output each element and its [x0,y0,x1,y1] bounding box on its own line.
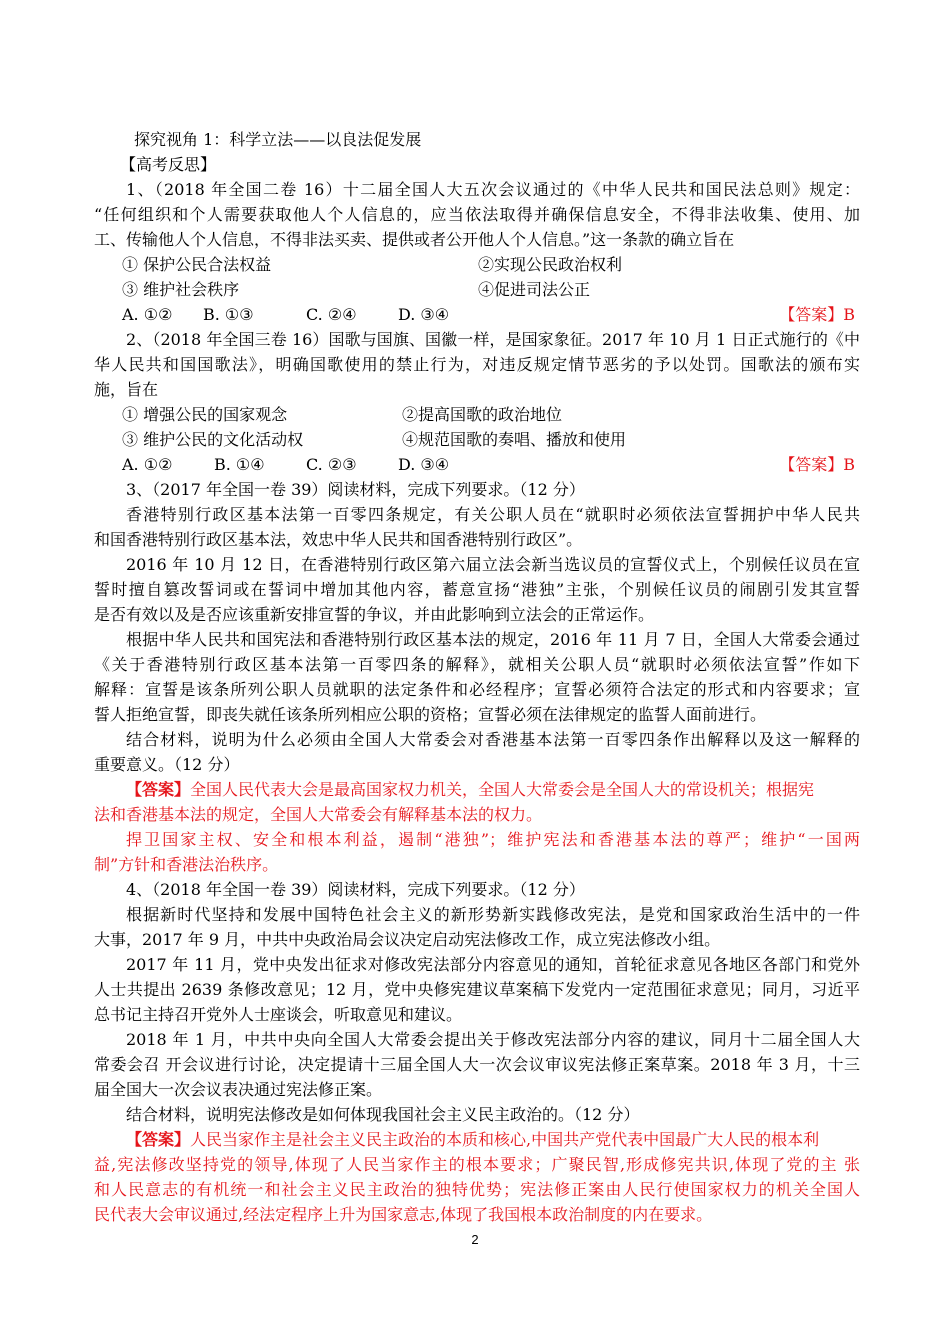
q3-para1-line2: 和国香港特别行政区基本法，效忠中华人民共和国香港特别行政区”。 [94,530,583,549]
q4-para3-line2: 常委会召 开会议进行讨论，决定提请十三届全国人大一次会议审议宪法修正案草案。2018 年 3 月，十三 [94,1055,860,1074]
q4-header: 4、（2018 年全国一卷 39）阅读材料，完成下列要求。（12 分） [126,880,585,899]
q2-option-1: ① 增强公民的国家观念 [122,405,288,424]
q4-para1-line1: 根据新时代坚持和发展中国特色社会主义的新形势新实践修改宪法，是党和国家政治生活中的一件 [126,905,860,924]
q2-line-2: 华人民共和国国歌法》，明确国歌使用的禁止行为，对违反规定情节恶劣的予以处罚。国歌法的颁布实 [94,355,860,374]
q3-answer-line1 [126,780,860,800]
q1-line-1: 1、（2018 年全国二卷 16）十二届全国人大五次会议通过的《中华人民共和国民法总则》规定： [126,180,860,199]
q2-option-4: ④规范国歌的奏唱、播放和使用 [402,430,627,449]
q3-para1-line1: 香港特别行政区基本法第一百零四条规定，有关公职人员在“就职时必须依法宣誓拥护中华人民共 [126,505,860,524]
q4-para1-line2: 大事，2017 年 9 月，中共中央政治局会议决定启动宪法修改工作，成立宪法修改小组。 [94,930,721,949]
section-title: 探究视角 1：科学立法——以良法促发展 [134,130,422,149]
q4-answer-label: 【答案】 [126,1130,191,1149]
q2-choice-d: D. ③④ [398,455,450,474]
q4-answer-line2: 益,宪法修改坚持党的领导,体现了人民当家作主的根本要求；广聚民智,形成修宪共识,体现了党的主 张 [94,1155,860,1174]
q1-choice-b: B. ①③ [203,305,254,324]
subheading: 【高考反思】 [120,155,217,174]
q2-choice-a: A. ①② [122,455,173,474]
q1-option-4: ④促进司法公正 [478,280,591,299]
q3-requirement-line1: 结合材料，说明为什么必须由全国人大常委会对香港基本法第一百零四条作出解释以及这一解释的 [126,730,860,749]
q4-para3-line3: 届全国大一次会议表决通过宪法修正案。 [94,1080,383,1099]
q2-option-2: ②提高国歌的政治地位 [402,405,563,424]
q3-requirement-line2: 重要意义。（12 分） [94,755,240,774]
q1-line-3: 工、传输他人个人信息，不得非法买卖、提供或者公开他人个人信息。”这一条款的确立旨在 [94,230,735,249]
q1-choice-a: A. ①② [122,305,173,324]
q1-line-2: “任何组织和个人需要获取他人个人信息的，应当依法取得并确保信息安全，不得非法收集、使用、加 [94,205,860,224]
q2-line-1: 2、（2018 年全国三卷 16）国歌与国旗、国徽一样，是国家象征。2017 年 10 月 1 日正式施行的《中 [126,330,860,349]
q4-para2-line3: 总书记主持召开党外人士座谈会，听取意见和建议。 [94,1005,463,1024]
q3-para3-line4: 誓人拒绝宣誓，即丧失就任该条所列相应公职的资格；宣誓必须在法律规定的监誓人面前进行。 [94,705,767,724]
q1-answer: 【答案】B [779,305,855,324]
q3-answer-label: 【答案】 [126,780,191,799]
q3-para2-line2: 誓时擅自篡改誓词或在誓词中增加其他内容，蓄意宣扬“港独”主张，个别候任议员的闹剧引发其宣誓 [94,580,860,599]
q3-para3-line2: 《关于香港特别行政区基本法第一百零四条的解释》，就相关公职人员“就职时必须依法宣誓”作如下 [94,655,860,674]
page-number: 2 [471,1232,479,1247]
q3-answer-line2: 法和香港基本法的规定，全国人大常委会有解释基本法的权力。 [94,805,543,824]
q2-answer: 【答案】B [779,455,855,474]
q2-option-3: ③ 维护公民的文化活动权 [122,430,304,449]
q2-choice-c: C. ②③ [306,455,357,474]
q4-para2-line2: 人士共提出 2639 条修改意见；12 月，党中央修宪建议草案稿下发党内一定范围征求意见；同月，习近平 [94,980,860,999]
q4-answer-text1: 人民当家作主是社会主义民主政治的本质和核心,中国共产党代表中国最广大人民的根本利 [190,1130,820,1149]
q1-option-2: ②实现公民政治权利 [478,255,623,274]
q3-para2-line1: 2016 年 10 月 12 日，在香港特别行政区第六届立法会新当选议员的宣誓仪式上，个别候任议员在宣 [126,555,860,574]
q2-line-3: 施，旨在 [94,380,159,399]
q4-answer-line4: 民代表大会审议通过,经法定程序上升为国家意志,体现了我国根本政治制度的内在要求。 [94,1205,713,1224]
q1-choice-d: D. ③④ [398,305,450,324]
q1-choice-c: C. ②④ [306,305,357,324]
q3-answer-text1: 全国人民代表大会是最高国家权力机关，全国人大常委会是全国人大的常设机关；根据宪 [190,780,815,799]
q4-para3-line1: 2018 年 1 月，中共中央向全国人大常委会提出关于修改宪法部分内容的建议，同月十二届全国人大 [126,1030,860,1049]
q4-answer-line1 [126,1130,860,1150]
q4-requirement: 结合材料，说明宪法修改是如何体现我国社会主义民主政治的。（12 分） [126,1105,640,1124]
q3-answer-line3: 捍卫国家主权、安全和根本利益，遏制“港独”；维护宪法和香港基本法的尊严；维护“一国两 [126,830,860,849]
q1-option-1: ① 保护公民合法权益 [122,255,272,274]
q1-option-3: ③ 维护社会秩序 [122,280,240,299]
q3-para3-line3: 解释：宣誓是该条所列公职人员就职的法定条件和必经程序；宣誓必须符合法定的形式和内容要求；宣 [94,680,860,699]
q2-choice-b: B. ①④ [214,455,265,474]
q3-header: 3、（2017 年全国一卷 39）阅读材料，完成下列要求。（12 分） [126,480,585,499]
q3-answer-line4: 制”方针和香港法治秩序。 [94,855,279,874]
q3-para2-line3: 是否有效以及是否应该重新安排宣誓的争议，并由此影响到立法会的正常运作。 [94,605,655,624]
q3-para3-line1: 根据中华人民共和国宪法和香港特别行政区基本法的规定，2016 年 11 月 7 日，全国人大常委会通过 [126,630,860,649]
q4-answer-line3: 和人民意志的有机统一和社会主义民主政治的独特优势；宪法修正案由人民行使国家权力的机关全国人 [94,1180,860,1199]
q4-para2-line1: 2017 年 11 月，党中央发出征求对修改宪法部分内容意见的通知，首轮征求意见各地区各部门和党外 [126,955,860,974]
